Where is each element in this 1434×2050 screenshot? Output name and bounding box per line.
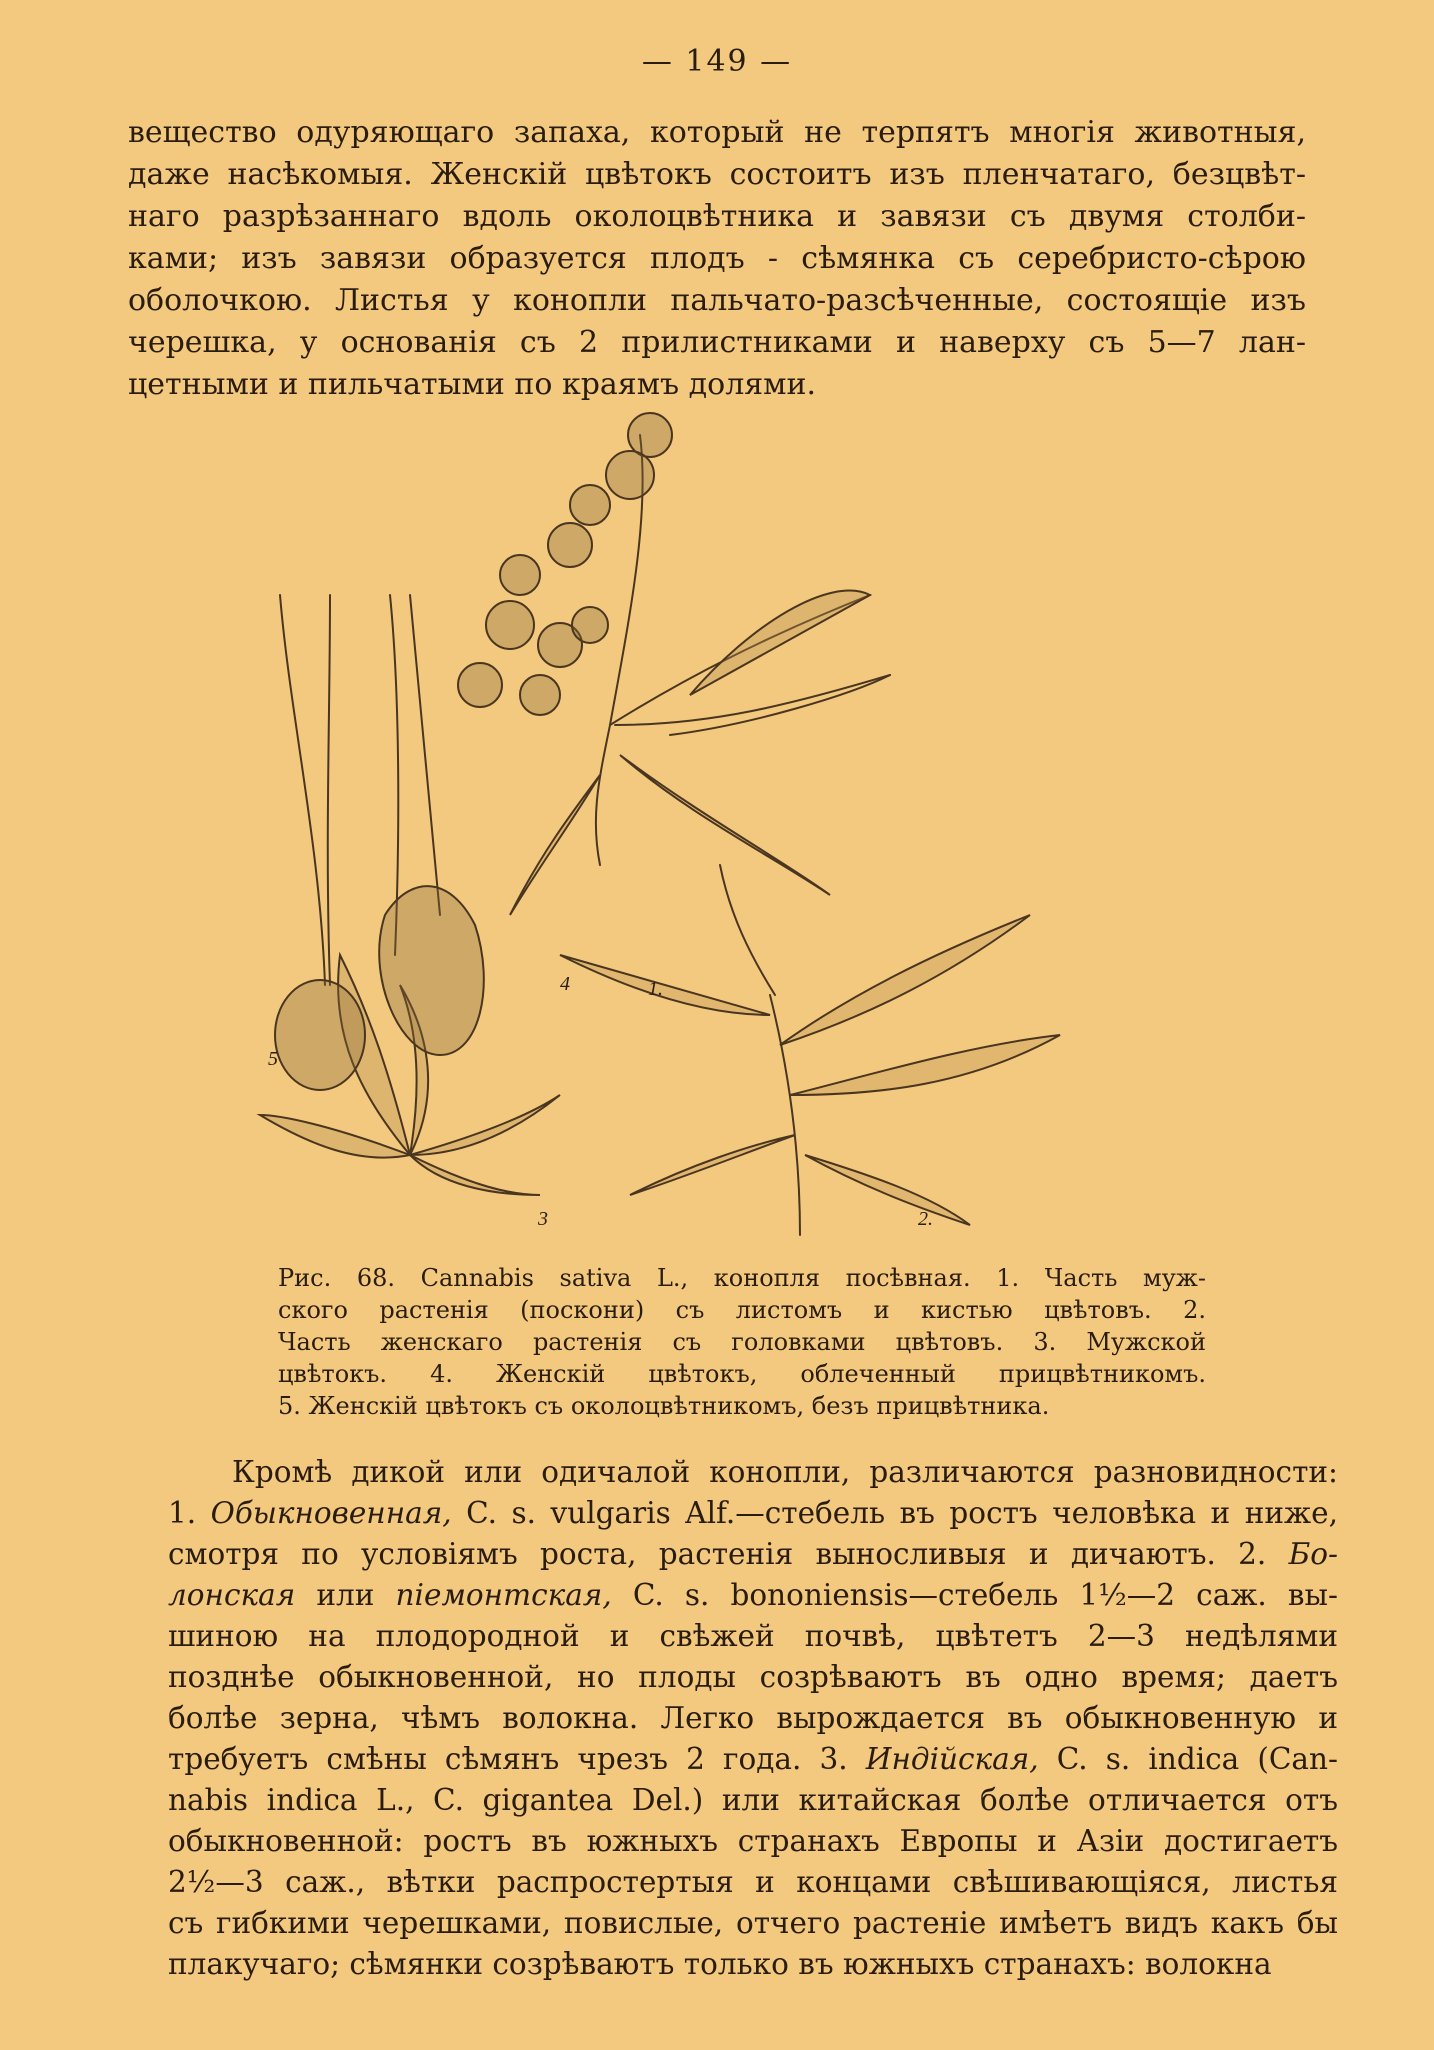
- text-line: оболочкою. Листья у конопли пальчато-разсѣченные, состоящіе изъ: [128, 283, 1306, 318]
- text-line: ками; изъ завязи образуется плодъ - сѣмянка съ серебристо-сѣрою: [128, 241, 1306, 276]
- caption-line: 5. Женскій цвѣтокъ съ околоцвѣтникомъ, безъ прицвѣтника.: [278, 1392, 1050, 1420]
- text-line: nabis indica L., C. gigantea Del.) или китайская болѣе отличается отъ: [168, 1783, 1338, 1817]
- female-flower-part-5: [275, 595, 365, 1090]
- text-line: болѣе зерна, чѣмъ волокна. Легко вырождается въ обыкновенную и: [168, 1701, 1338, 1735]
- text-line: черешка, у основанія съ 2 прилистниками и наверху съ 5—7 лан-: [128, 325, 1306, 360]
- text-line: съ гибкими черешками, повислые, отчего растеніе имѣетъ видъ какъ бы: [168, 1906, 1338, 1940]
- text-line: вещество одуряющаго запаха, который не терпятъ многія животныя,: [128, 115, 1306, 150]
- figure-label-5: 5: [268, 1048, 278, 1070]
- caption-line: ского растенія (поскони) съ листомъ и кистью цвѣтовъ. 2.: [278, 1296, 1206, 1324]
- figure-label-2: 2.: [918, 1208, 933, 1230]
- figure-label-3: 3: [538, 1208, 548, 1230]
- caption-line: Рис. 68. Cannabis sativa L., конопля посѣвная. 1. Часть муж-: [278, 1264, 1206, 1292]
- text-line: даже насѣкомыя. Женскій цвѣтокъ состоитъ изъ пленчатаго, безцвѣт-: [128, 157, 1306, 192]
- text-line: требуетъ смѣны сѣмянъ чрезъ 2 года. 3. Индійская, C. s. indica (Can-: [168, 1742, 1338, 1776]
- figure-caption: [278, 1262, 1206, 1422]
- top-paragraph: [128, 112, 1306, 406]
- text-line: обыкновенной: ростъ въ южныхъ странахъ Европы и Азіи достигаетъ: [168, 1824, 1338, 1858]
- text-line: шиною на плодородной и свѣжей почвѣ, цвѣтетъ 2—3 недѣлями: [168, 1619, 1338, 1653]
- text-line: позднѣе обыкновенной, но плоды созрѣваютъ въ одно время; даетъ: [168, 1660, 1338, 1694]
- caption-line: Часть женскаго растенія съ головками цвѣтовъ. 3. Мужской: [278, 1328, 1206, 1356]
- text-line: наго разрѣзаннаго вдоль околоцвѣтника и завязи съ двумя столби-: [128, 199, 1306, 234]
- text-line: лонская или піемонтская, C. s. bononiensis—стебель 1½—2 саж. вы-: [168, 1578, 1338, 1612]
- female-flower-part-4: [379, 595, 484, 1055]
- male-plant-part-1: [458, 413, 890, 915]
- text-line: смотря по условіямъ роста, растенія выносливыя и дичаютъ. 2. Бо-: [168, 1537, 1338, 1571]
- text-line: Кромѣ дикой или одичалой конопли, различаются разновидности:: [232, 1455, 1338, 1489]
- text-line: цетными и пильчатыми по краямъ долями.: [128, 367, 817, 402]
- cannabis-sativa-drawing: [270, 395, 1210, 1245]
- female-plant-part-2: [560, 865, 1060, 1235]
- text-line: 1. Обыкновенная, C. s. vulgaris Alf.—стебель въ ростъ человѣка и ниже,: [168, 1496, 1338, 1530]
- text-line: плакучаго; сѣмянки созрѣваютъ только въ южныхъ странахъ: волокна: [168, 1947, 1272, 1981]
- botanical-illustration: [270, 395, 1210, 1245]
- figure-label-1: 1.: [648, 978, 663, 1000]
- page-number: — 149 —: [641, 44, 793, 79]
- bottom-paragraph: [168, 1452, 1338, 1985]
- text-line: 2½—3 саж., вѣтки распростертыя и концами свѣшивающіяся, листья: [168, 1865, 1338, 1899]
- figure-label-4: 4: [560, 973, 570, 995]
- caption-line: цвѣтокъ. 4. Женскій цвѣтокъ, облеченный прицвѣтникомъ.: [278, 1360, 1206, 1388]
